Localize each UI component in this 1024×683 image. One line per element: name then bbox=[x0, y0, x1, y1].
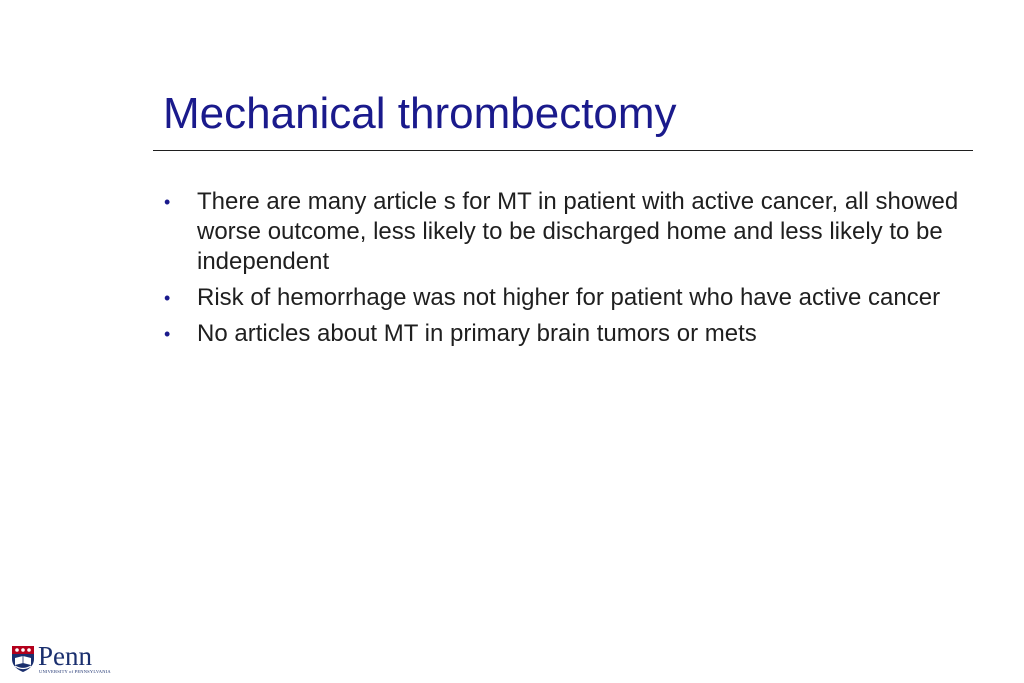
penn-logo bbox=[11, 641, 111, 677]
title-divider bbox=[153, 150, 973, 151]
logo-wordmark: Penn bbox=[38, 641, 92, 671]
logo-subtitle: UNIVERSITY of PENNSYLVANIA bbox=[39, 669, 111, 674]
penn-shield-icon bbox=[11, 645, 35, 673]
bullet-item bbox=[160, 283, 960, 313]
bullet-marker: • bbox=[164, 192, 171, 212]
bullet-marker: • bbox=[164, 324, 171, 344]
bullet-text: Risk of hemorrhage was not higher for patient who have active cancer bbox=[197, 284, 941, 311]
bullet-item bbox=[160, 319, 960, 349]
bullet-list bbox=[160, 187, 960, 355]
bullet-item bbox=[160, 187, 960, 277]
bullet-text: There are many article s for MT in patient with active cancer, all showed worse outcome, less likely to be discharged home and less likely to be independent bbox=[197, 188, 959, 275]
bullet-marker: • bbox=[164, 288, 171, 308]
slide-title: Mechanical thrombectomy bbox=[163, 89, 677, 138]
bullet-text: No articles about MT in primary brain tumors or mets bbox=[197, 320, 757, 347]
